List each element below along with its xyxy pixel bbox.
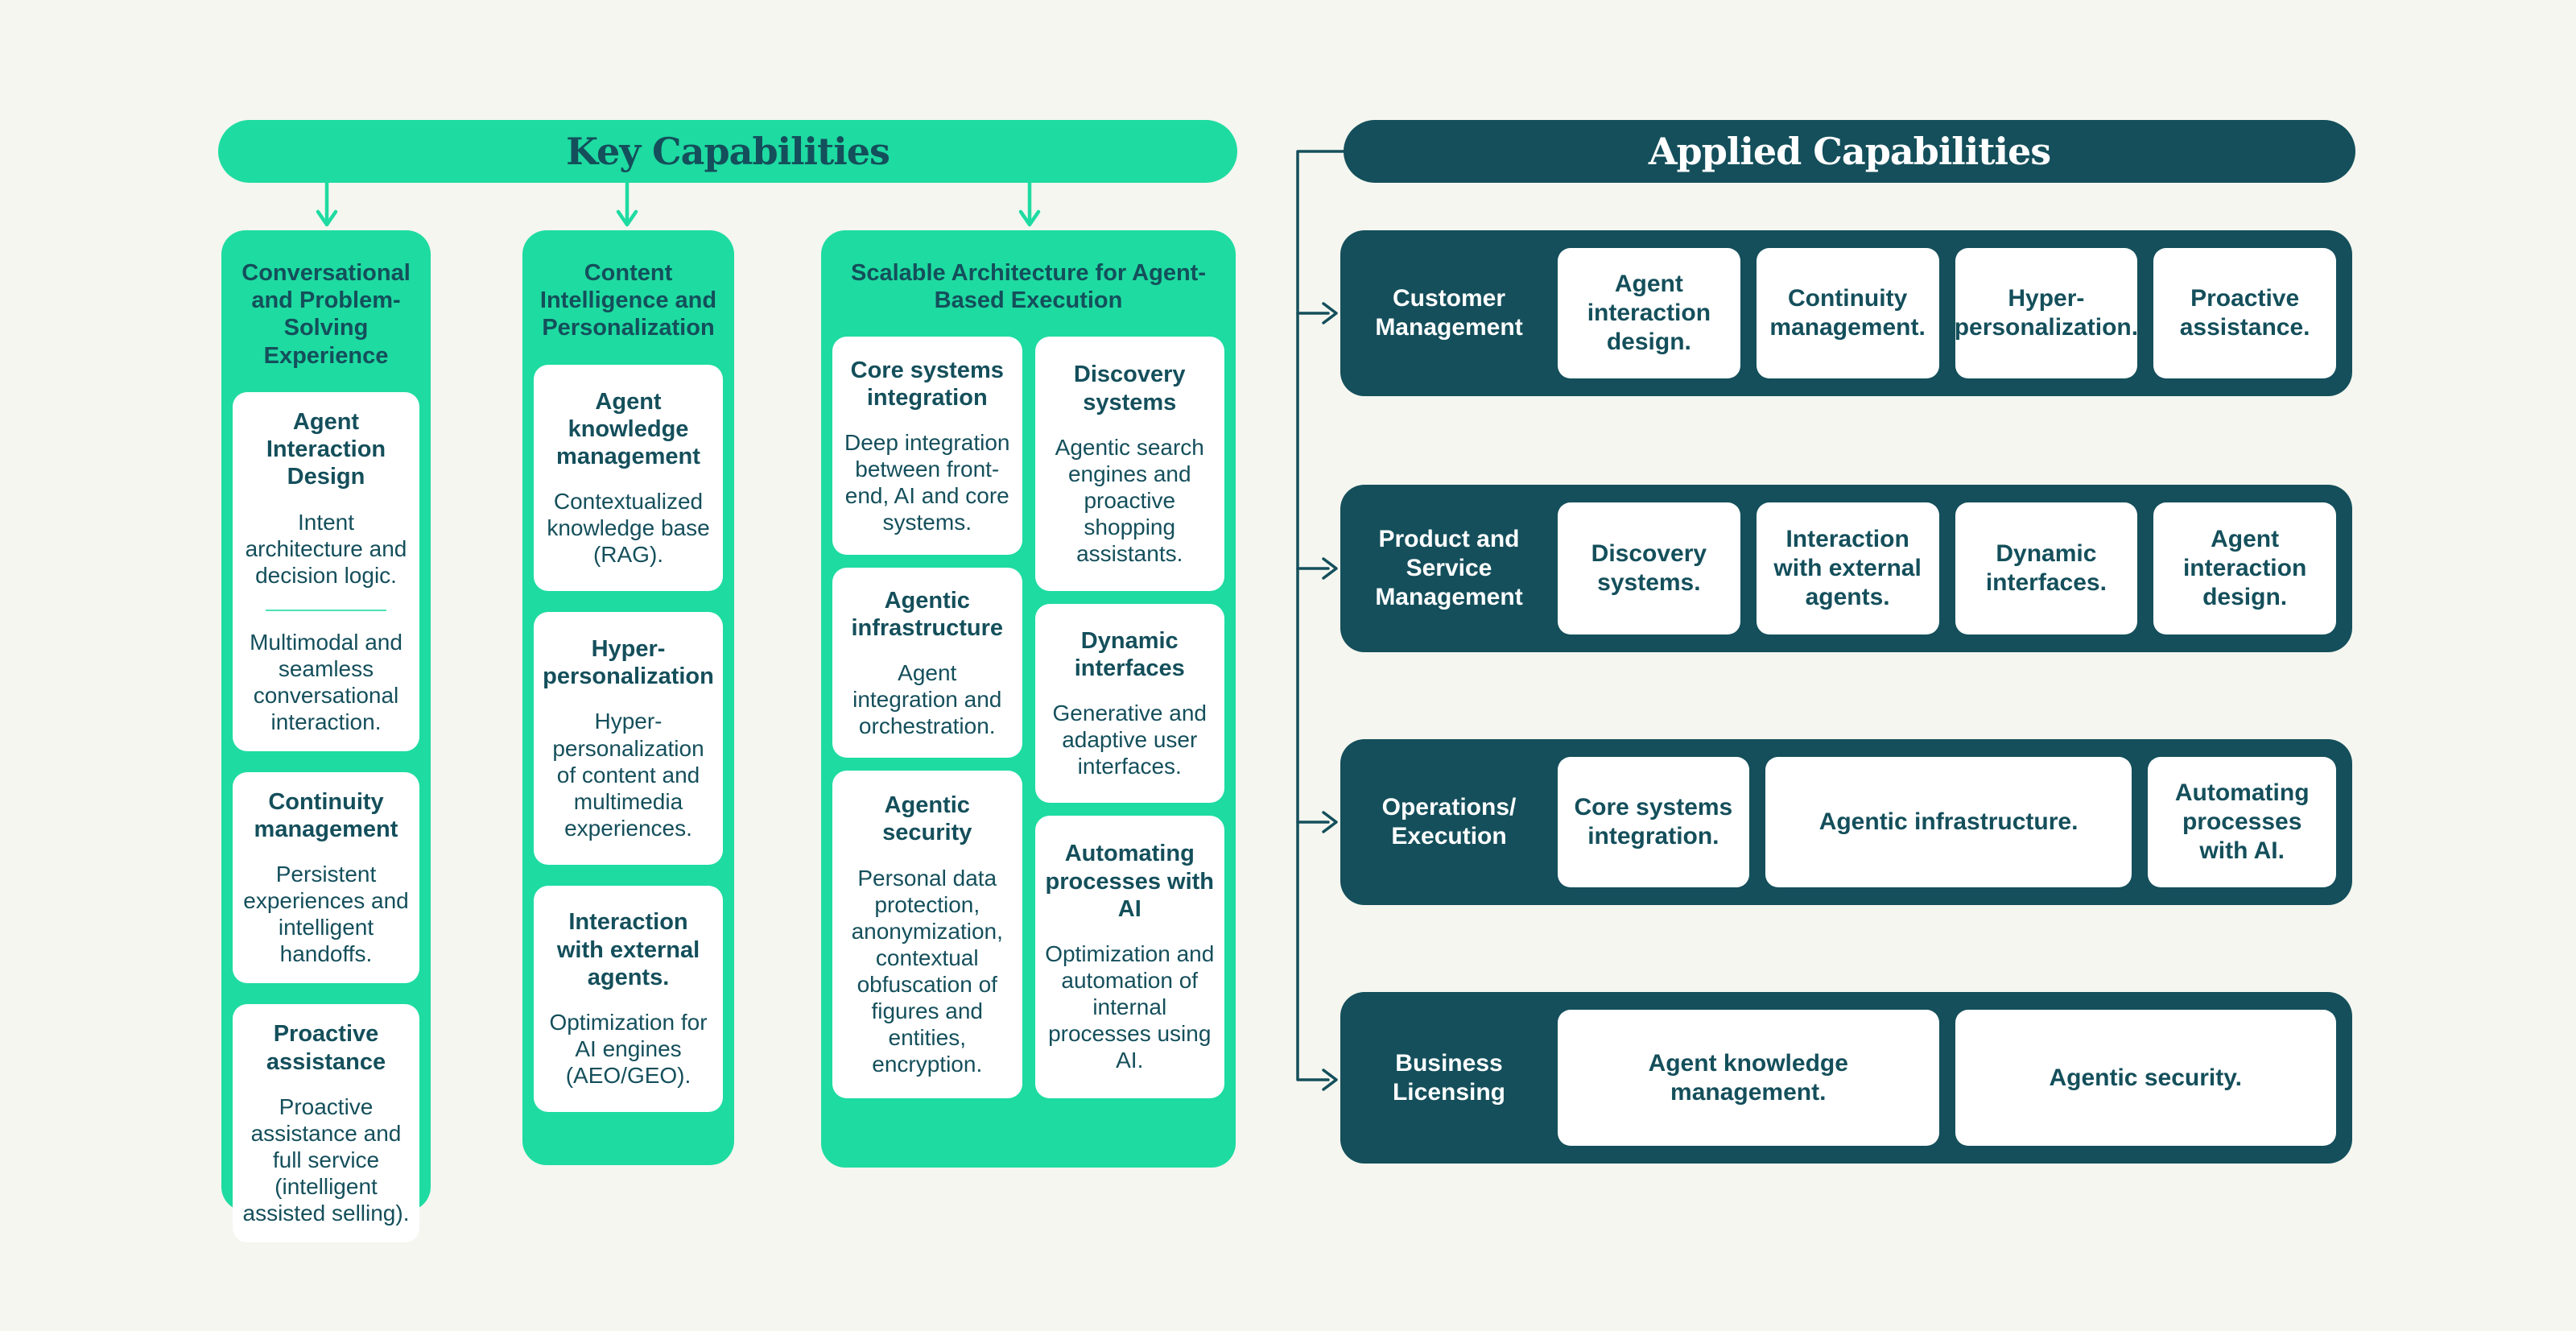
card-title: Agentic infrastructure — [851, 587, 1004, 641]
card-body: Multimodal and seamless conversational interaction. — [250, 629, 402, 734]
row-label: Product and Service Management — [1375, 526, 1523, 610]
card-divider — [266, 610, 386, 611]
card-title: Continuity management — [254, 788, 398, 842]
row-card: Interaction with external agents. — [1757, 502, 1939, 634]
row-card: Hyper-personalization. — [1955, 248, 2138, 378]
row-card: Proactive assistance. — [2153, 248, 2336, 378]
card-body: Optimization for AI engines (AEO/GEO). — [549, 1010, 708, 1089]
card-body: Contextualized knowledge base (RAG). — [547, 489, 710, 568]
sub-column-right — [1035, 337, 1225, 1098]
card-title: Agent Interaction Design — [266, 408, 386, 490]
card-body: Agentic search engines and proactive shopping assistants. — [1055, 434, 1204, 566]
card-title: Agent knowledge management — [556, 388, 700, 469]
capability-card — [534, 886, 723, 1113]
row-card: Agent interaction design. — [1558, 248, 1740, 378]
card-body: Persistent experiences and intelligent handoffs. — [243, 862, 409, 967]
column-scalable-architecture — [821, 230, 1236, 1168]
capability-card — [534, 612, 723, 864]
key-capabilities-header — [218, 120, 1237, 183]
applied-capabilities-title: Applied Capabilities — [1648, 130, 2051, 173]
card-title: Core systems integration — [850, 357, 1004, 411]
row-label: Customer Management — [1375, 285, 1523, 341]
capability-card — [534, 365, 723, 592]
card-title: Hyper-personalization — [543, 636, 714, 690]
row-label: Operations/ Execution — [1381, 794, 1517, 849]
capability-card — [233, 772, 419, 984]
row-card: Agent knowledge management. — [1558, 1010, 1939, 1146]
row-customer-management — [1340, 230, 2352, 396]
key-capabilities-title: Key Capabilities — [566, 130, 890, 173]
card-body: Agent integration and orchestration. — [852, 660, 1002, 739]
column-header: Conversational and Problem-Solving Experience — [242, 260, 411, 369]
card-title: Dynamic interfaces — [1074, 627, 1185, 681]
row-label: Business Licensing — [1392, 1049, 1506, 1106]
row-card: Core systems integration. — [1558, 757, 1749, 887]
card-body: Intent architecture and decision logic. — [245, 509, 407, 588]
column-header: Content Intelligence and Personalization — [539, 260, 717, 341]
column-conversational-experience — [221, 230, 431, 1226]
sub-columns — [832, 337, 1224, 1098]
card-title: Interaction with external agents. — [556, 909, 700, 990]
card-title: Agentic security — [882, 792, 972, 846]
row-product-service-management — [1340, 485, 2352, 652]
card-title: Proactive assistance — [266, 1021, 386, 1075]
applied-capabilities-header — [1344, 120, 2355, 183]
capability-card — [1035, 816, 1225, 1098]
capability-card — [1035, 337, 1225, 591]
capability-card — [233, 392, 419, 751]
card-title: Automating processes with AI — [1045, 841, 1215, 922]
column-header: Scalable Architecture for Agent-Based Execution — [850, 260, 1206, 314]
card-body: Hyper-personalization of content and multimedia experiences. — [552, 709, 704, 841]
column-content-intelligence — [522, 230, 734, 1165]
card-body: Deep integration between front-end, AI and core systems. — [844, 430, 1010, 535]
capability-card — [832, 568, 1022, 758]
down-arrow-icon — [318, 183, 1038, 225]
capability-card — [832, 771, 1022, 1098]
row-card: Automating processes with AI. — [2148, 757, 2336, 887]
sub-column-left — [832, 337, 1022, 1098]
capability-card — [1035, 604, 1225, 803]
row-card: Continuity management. — [1757, 248, 1939, 378]
card-body: Optimization and automation of internal processes using AI. — [1045, 941, 1215, 1073]
bracket-arrow-icon — [1298, 151, 1344, 1089]
capability-card — [233, 1004, 419, 1242]
card-body: Personal data protection, anonymization, contextual obfuscation of figures and entities, encryption. — [851, 865, 1003, 1077]
row-operations-execution — [1340, 739, 2352, 905]
row-business-licensing — [1340, 992, 2352, 1164]
row-card: Discovery systems. — [1558, 502, 1740, 634]
capability-card — [832, 337, 1022, 555]
row-card: Dynamic interfaces. — [1955, 502, 2138, 634]
card-body: Generative and adaptive user interfaces. — [1052, 701, 1207, 779]
card-title: Discovery systems — [1073, 362, 1186, 415]
card-body: Proactive assistance and full service (intelligent assisted selling). — [242, 1093, 410, 1226]
row-card: Agent interaction design. — [2153, 502, 2336, 634]
row-card: Agentic security. — [1955, 1010, 2337, 1146]
row-card: Agentic infrastructure. — [1765, 757, 2132, 887]
